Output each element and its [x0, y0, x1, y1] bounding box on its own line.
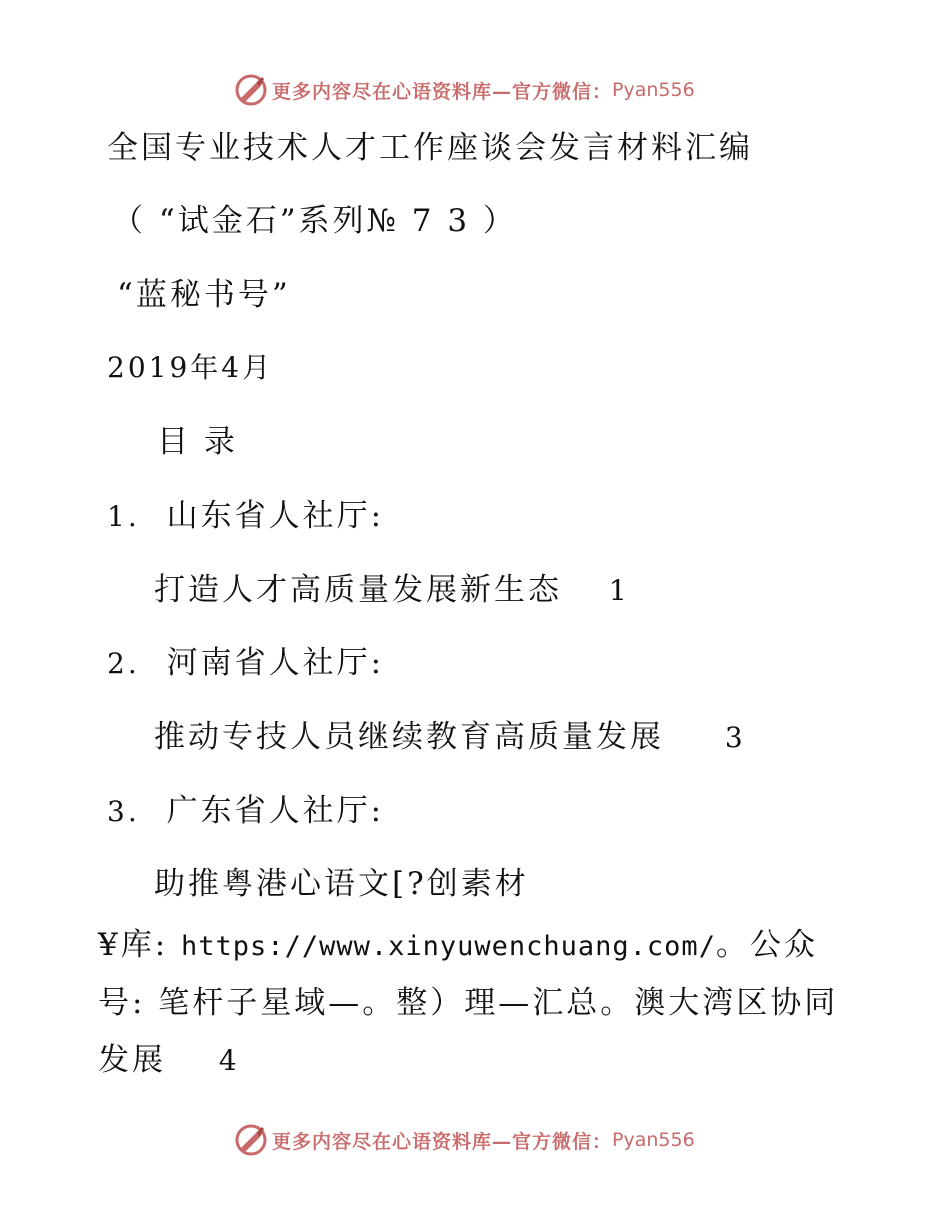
- continuation-suffix: 。公众: [715, 927, 818, 963]
- toc-item-3-page: 4: [218, 1044, 240, 1077]
- document-title: 全国专业技术人才工作座谈会发言材料汇编: [107, 130, 753, 166]
- watermark-handle: Pyan556: [612, 1129, 695, 1151]
- document-tag: “蓝秘书号”: [117, 277, 291, 313]
- continuation-line-3: [98, 1040, 240, 1081]
- watermark-handle: Pyan556: [612, 79, 695, 101]
- watermark-banner-bottom: [234, 1122, 714, 1158]
- toc-item-1-entry[interactable]: [154, 570, 630, 611]
- toc-item-3-number: 3.: [107, 795, 140, 828]
- brush-pen-logo-icon: [234, 73, 268, 107]
- toc-item-2-title: 推动专技人员继续教育高质量发展: [154, 719, 664, 755]
- source-url-link[interactable]: https://www.xinyuwenchuang.com/: [181, 931, 716, 962]
- toc-item-2-org: 河南省人社厅:: [166, 645, 385, 681]
- toc-item-2-heading: [107, 643, 384, 684]
- continuation-text: 发展: [98, 1042, 166, 1078]
- watermark-text: 更多内容尽在心语资料库—官方微信：: [272, 80, 613, 103]
- watermark-banner-top: [234, 72, 714, 108]
- brush-pen-logo-icon: [234, 1123, 268, 1157]
- toc-item-1-page: 1: [608, 574, 630, 607]
- toc-item-2-page: 3: [724, 721, 746, 754]
- toc-item-3-heading: [107, 791, 384, 832]
- toc-item-1-heading: [107, 496, 384, 537]
- toc-item-2-entry[interactable]: [154, 717, 746, 758]
- continuation-line-2: 号: 笔杆子星域—。整）理—汇总。澳大湾区协同: [98, 985, 839, 1021]
- toc-heading: 目 录: [157, 424, 238, 460]
- toc-item-2-number: 2.: [107, 647, 140, 680]
- series-label: （ “试金石”系列№ 7 3 ）: [112, 203, 517, 239]
- document-date: 2019年4月: [107, 351, 274, 384]
- continuation-prefix: ¥库:: [98, 927, 182, 963]
- continuation-line-1: [98, 925, 818, 967]
- toc-item-3-entry[interactable]: [154, 864, 529, 904]
- watermark-text: 更多内容尽在心语资料库—官方微信：: [272, 1130, 613, 1153]
- toc-item-3-org: 广东省人社厅:: [166, 793, 385, 829]
- toc-item-1-number: 1.: [107, 500, 140, 533]
- toc-item-3-title: 助推粤港心语文[?创素材: [154, 866, 529, 902]
- toc-item-1-title: 打造人才高质量发展新生态: [154, 572, 562, 608]
- toc-item-1-org: 山东省人社厅:: [166, 498, 385, 534]
